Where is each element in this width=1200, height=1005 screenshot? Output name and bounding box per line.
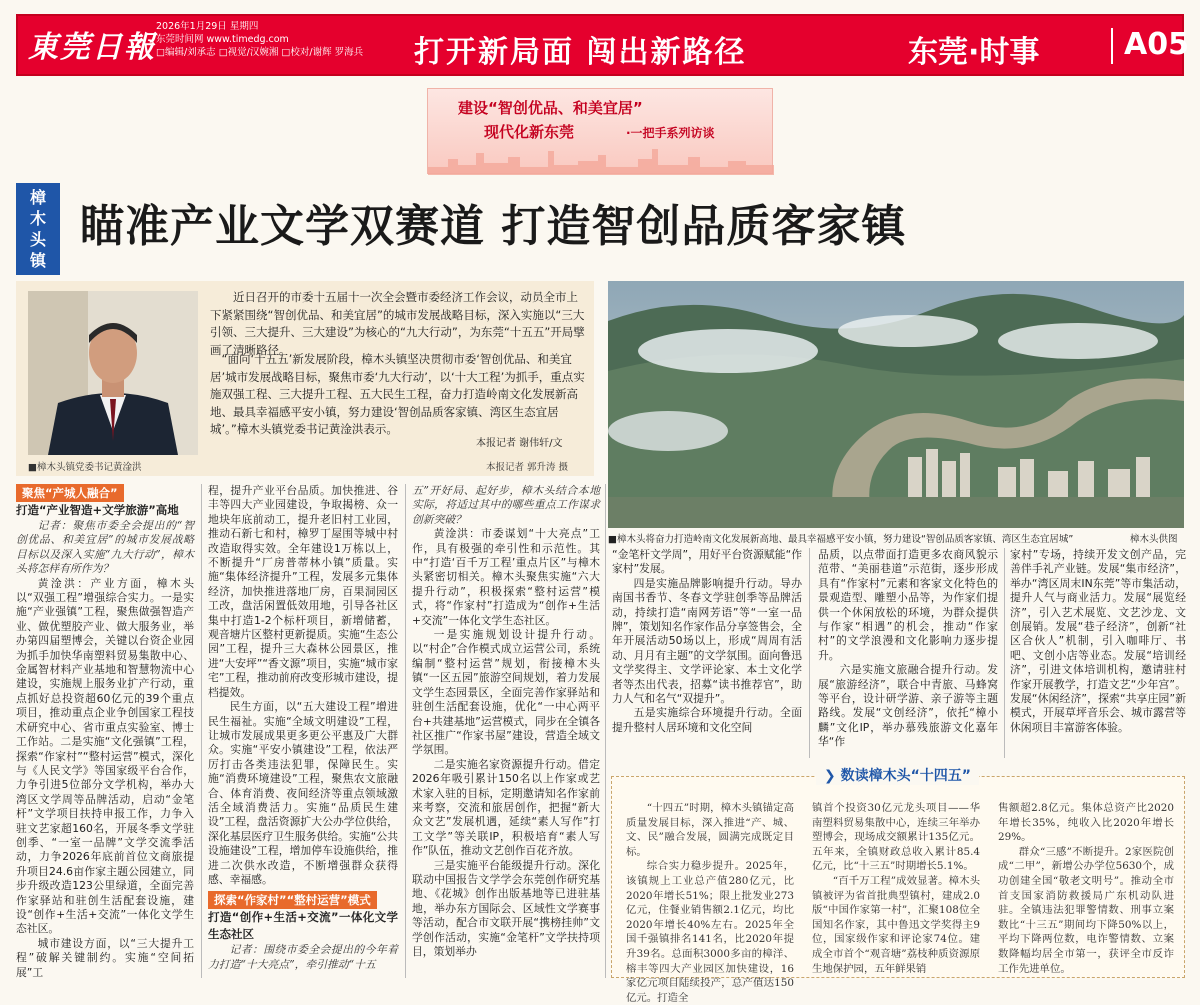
article-column-2 xyxy=(208,484,398,978)
header-slogan: 打开新局面 闯出新路径 xyxy=(414,35,747,70)
paragraph: 售额超2.8亿元。集体总资产比2020年增长35%，纯收入比2020年增长29%。 xyxy=(998,802,1174,844)
portrait-credit: 本报记者 郭升涛 摄 xyxy=(486,462,569,473)
column-rule xyxy=(201,484,202,978)
page-number: A05 xyxy=(1124,27,1189,62)
intro-quote: “面向‘十五五’新发展阶段，樟木头镇坚决贯彻市委‘智创优品、和美宜居’城市发展战略目标，聚焦市委‘九大行动’，以‘十大工程’为抓手，重点实施双强工程、三大提升工程、五大民生工程，奋力打造岭南文化发展新高地、最具幸福感平安小镇，努力建设‘智创品质客家镇、湾区生态宜居城’。”樟木头镇党委书记黄淦洪表示。 xyxy=(210,352,585,437)
paragraph: 一是实施规划设计提升行动。以“村企”合作模式成立运营公司，系统编制“整村运营”规划，衔接樟木头镇“一区五园”旅游空间规划，着力发展文学生态园景区，全面完善作家驿站和驻创生活配套设施，优化“一中心两平台+共建基地”运营模式，同步在全镇各社区推广“作家书屋”建设，营造全域文学氛围。 xyxy=(412,628,600,757)
chevron-right-icon: ❯ xyxy=(824,768,841,784)
paragraph: “金笔杆文学周”，用好平台资源赋能“作家村”发展。 xyxy=(612,548,802,576)
paragraph: “十四五”时期，樟木头镇锚定高质量发展目标，深入推进“产、城、文、民”融合发展，圆满完成既定目标。 xyxy=(626,802,794,858)
article-column-6 xyxy=(1010,548,1186,758)
town-aerial-image xyxy=(608,281,1184,528)
interview-question: 记者：聚焦市委全会提出的“智创优品、和美宜居”的城市发展战略目标以及深入实施“九大行动”，樟木头将怎样有所作为？ xyxy=(16,519,194,576)
article-column-1 xyxy=(16,484,194,978)
interview-answer: 黄淦洪：市委谋划“十大亮点”工作，具有极强的牵引性和示范性。其中“打造‘百千万工程’重点片区”与樟木头紧密切相关。樟木头聚焦实施“六大提升行动”，积极探索“整村运营”模式，将“作家村”打造成为“创作+生活+交流”一体化文学生态社区。 xyxy=(412,527,600,627)
interview-question: 记者：围绕市委全会提出的今年着力打造“十大亮点”，牵引推动“十五 xyxy=(208,943,398,971)
subhead-tag: 探索“作家村”“整村运营”模式 xyxy=(208,891,377,909)
stats-column-3 xyxy=(998,801,1174,975)
column-rule xyxy=(809,548,810,758)
article-column-5 xyxy=(818,548,998,758)
aerial-photo xyxy=(608,281,1184,528)
town-tag-char: 木 xyxy=(29,209,46,228)
paragraph: 程，提升产业平台品质。加快推进、谷丰等四大产业园建设，争取揭榜、众一地块年底前动工，提升老旧村工业园，推动石新七和村，樟罗丁屋围等城中村改造取得实效。全年建设1万栋以上，不断提升“厂房普蒂林小镇”质量。实施“集体经济提升”工程，发展多元集体经济，加快推进落地厂房，百果洞园区工改，盘活闲置低效用地，引导各社区集中打造1-2个标杆项目，新增储蓄，观音塘片区整村更新提质。实施“生态公园”工程，提升三大森林公园景区，推进“大安坪”“香文源”项目，实施“城市家宅”工程，推动前府改变形城市建设，提档提效。 xyxy=(208,484,398,699)
paragraph: 六是实施文旅融合提升行动。发展“旅游经济”，联合中青旅、马蜂窝等平台，设计研学游、亲子游等主题路线。发展“文创经济”，依托“樟小麟”文化IP，举办慕残旅游文化嘉年华“作 xyxy=(818,663,998,749)
issue-date: 2026年1月29日 星期四 xyxy=(156,21,259,32)
paragraph: 五是实施综合环境提升行动。全面提升整村人居环境和文化空间 xyxy=(612,706,802,734)
header-bar xyxy=(16,14,1189,76)
stats-sidebar xyxy=(611,768,1185,1004)
paragraph: “百千万工程”成效显著。樟木头镇被评为省首批典型镇村，建成2.0版“中国作家第一村”，汇聚108位全国知名作家，其中鲁迅文学奖得主9位，国家级作家和评论家74位。建成全市首个“观音塘”荔枝种质资源原生地保护园，五年鲜果销 xyxy=(812,874,980,975)
article-column-3 xyxy=(412,484,600,978)
banner-series-label: ·一把手系列访谈 xyxy=(626,126,715,140)
portrait-photo xyxy=(28,291,198,455)
column-rule xyxy=(405,484,406,978)
banner-line-2: 现代化新东莞 xyxy=(484,123,575,141)
headline: 瞄准产业文学双赛道 打造智创品质客家镇 xyxy=(80,201,907,252)
column-rule xyxy=(605,484,606,978)
column-rule xyxy=(1004,548,1005,758)
paragraph: 家村”专场，持续开发文创产品，完善伴手礼产业链。发展“集市经济”，举办“湾区周末IN东莞”等市集活动，提升人气与商业活力。发展“展览经济”，引入艺术展览、文艺沙龙、文创展销。发展“巷子经济”，创新“社区合伙人”机制，引入咖啡厅、书吧、文创小店等业态。发展“培训经济”，引进文体培训机构，邀请驻村作家开展教学，打造文艺“少年宫”。发展“休闲经济”，探索“共享庄园”新模式，开展草坪音乐会、城市露营等休闲项目丰富游客体验。 xyxy=(1010,548,1186,734)
photo-credit: 樟木头供图 xyxy=(1130,534,1178,545)
paragraph: 四是实施品牌影响提升行动。导办南国书香节、冬春文学驻创季等品牌活动，持续打造“南网芳语”等“一室一品牌”，策划知名作家作品分享签售会，全年开展活动50场以上，形成“周周有活动、月月有主题”的文学氛围。面向鲁迅文学奖得主、文学评论家、本土文化学者等杰出代表，招募“读书推荐官”，助力人气和名气“双提升”。 xyxy=(612,576,802,706)
paragraph: 群众“三感”不断提升。2家医院创成“二甲”，新增公办学位5630个，成功创建全国“敬老文明号”。推动全市首支国家消防救援局广东机动队进驻。全镇违法犯罪警情数、刑事立案数比“十三五”期间均下降50%以上，平均下降两位数，电诈警情数、立案数降幅均居全市第一，获评全市反诈工作先进单位。 xyxy=(998,845,1174,975)
stats-title-text: 数读樟木头“十四五” xyxy=(840,768,972,784)
person-portrait-icon xyxy=(28,291,198,455)
stats-column-1 xyxy=(626,801,794,1004)
article-column-4 xyxy=(612,548,802,758)
editors-line: □编辑/刘承志 □视觉/汉婉湘 □校对/谢辉 罗海兵 xyxy=(156,47,364,58)
skyline-graphic xyxy=(428,145,774,175)
website: 东莞时间网 www.timedg.com xyxy=(156,34,289,45)
town-tag-char: 樟 xyxy=(29,188,46,207)
paragraph: 民生方面，以“五大建设工程”增进民生福祉。实施“全域文明建设”工程，让城市发展成果更多更公平惠及广大群众。实施“平安小镇建设”工程，依法严厉打击各类违法犯罪，保障民生。实施“消费环境建设”工程，聚焦农文旅融合、体育消费、夜间经济等重点领域激活全域消费活力。实施“品质民生建设”工程，盘活资源扩大公办学位供给，深化基层医疗卫生服务供给。实施“公共设施建设”工程，增加停车设施供给，推进二次供水改造，不断增强群众获得感、幸福感。 xyxy=(208,700,398,886)
subhead: 打造“创作+生活+交流”一体化文学生态社区 xyxy=(208,910,398,942)
subhead-tag: 聚焦“产城人融合” xyxy=(16,484,124,502)
series-banner xyxy=(427,88,773,174)
intro-box xyxy=(16,281,594,476)
town-tag xyxy=(16,183,60,275)
subhead: 打造“产业智造+文学旅游”高地 xyxy=(16,503,179,517)
paragraph: 二是实施名家资源提升行动。借定2026年吸引累计150名以上作家或艺术家入驻的目标，定期邀请知名作家前来考察，交流和旅居创作，把握“新大众文艺”发展机遇，延续“素人写作”打工文学”等关联IP，积极培育“素人写作”队伍，推动文艺创作百花齐放。 xyxy=(412,757,600,858)
interview-answer: 黄淦洪：产业方面，樟木头以“双强工程”增强综合实力。一是实施“产业强镇”工程，聚焦做强智造产业、做优塑胶产业、做大服务业，举办第四届塑博会，关键以台资企业园为抓手加快华南塑料贸易集散中心、金属智材料产业基地和智慧物流中心建设，实施规上服务业扩产行动，重点抓好总投资超60亿元的39个重点项目，推动重点企业争创国家工程技术研究中心、省市重点实验室、博士工作站。二是实施“文化强镇”工程，探索“作家村”“整村运营”模式，深化与《人民文学》等国家级平台合作，力争引进5位部分文学机构，举办大湾区文学周等品牌活动，启动“金笔杆”文学项目扶持申报工作，力争入驻文艺家超160名，开展冬季文学驻创季、“一室一品牌”文学交流季活动，力争2026年底前首位文商旅提升项目24.6亩作家主题公园建立，同步升级改造123公里绿道，全面完善作家驿站和驻创生活配套设施，建设“创作+生活+交流”一体化文学生态社区。 xyxy=(16,576,194,936)
interview-question: 五”开好局、起好步，樟木头结合本地实际，将适过其中的哪些重点工作谋求创新突破？ xyxy=(412,484,600,526)
town-tag-char: 头 xyxy=(29,230,46,249)
paragraph: 三是实施平台能级提升行动。深化联动中国报告文学学会东莞创作研究基地、《花城》创作出版基地等已进驻基地，举办东方国际会、区域性文学赛事等活动，配合市文联开展“携榜挂帅”文学创作活动，实施“金笔杆”文学扶持项目，策划举办 xyxy=(412,858,600,958)
paragraph: 品质，以点带面打造更多农商风貌示范带、“美丽巷道”示范街，逐步形成具有“作家村”元素和客家文化特色的景观造型、雕塑小品等，为作家们提供一个休闲放松的环境，为群众提供与作家“相遇”的机会，推动“作家村”的文学浪漫和文化影响力逐步提升。 xyxy=(818,548,998,662)
portrait-caption: ■樟木头镇党委书记黄淦洪 xyxy=(28,462,142,473)
banner-line-1: 建设“智创优品、和美宜居” xyxy=(458,99,643,117)
paragraph: 镇首个投资30亿元龙头项目——华南塑料贸易集散中心，连续三年举办塑博会，现场成交额累计135亿元。五年来，全镇财政总收入累计85.4亿元，比“十三五”时期增长5.1%。 xyxy=(812,802,980,873)
paragraph: 综合实力稳步提升。2025年，该镇规上工业总产值280亿元，比2020年增长51%；限上批发业273亿元，住餐业销售额2.1亿元，均比2020年增长40%左右。2025年全国千强镇排名141名，比2020年提升39名。总面积3000多亩的樟洋、榕丰等四大产业园区加快建设，16家亿元项目陆续投产，总产值达150亿元。打造全 xyxy=(626,860,794,1004)
intro-paragraph: 近日召开的市委十五届十一次全会暨市委经济工作会议，动员全市上下紧紧围绕“智创优品、和美宜居”的城市发展战略目标，深入实施以“三大引领、三大提升、三大建设”为核心的“九大行动”，为东莞“十五五”开局擘画了清晰路径。 xyxy=(210,290,585,357)
section-name: 东莞·时事 xyxy=(908,35,1040,70)
writer-credit: 本报记者 谢伟轩/文 xyxy=(476,438,563,449)
paragraph: 城市建设方面，以“三大提升工程”破解关键制约。实施“空间拓展”工 xyxy=(16,936,194,979)
stats-column-2 xyxy=(812,801,980,975)
town-tag-char: 镇 xyxy=(29,251,46,270)
stats-title xyxy=(816,765,979,785)
photo-caption: ■樟木头将奋力打造岭南文化发展新高地、最具幸福感平安小镇，努力建设“智创品质客家镇、湾区生态宜居城” xyxy=(608,534,1074,545)
header-meta xyxy=(156,20,363,59)
header-divider xyxy=(1111,28,1113,64)
masthead-logo: 東莞日報 xyxy=(28,30,156,65)
